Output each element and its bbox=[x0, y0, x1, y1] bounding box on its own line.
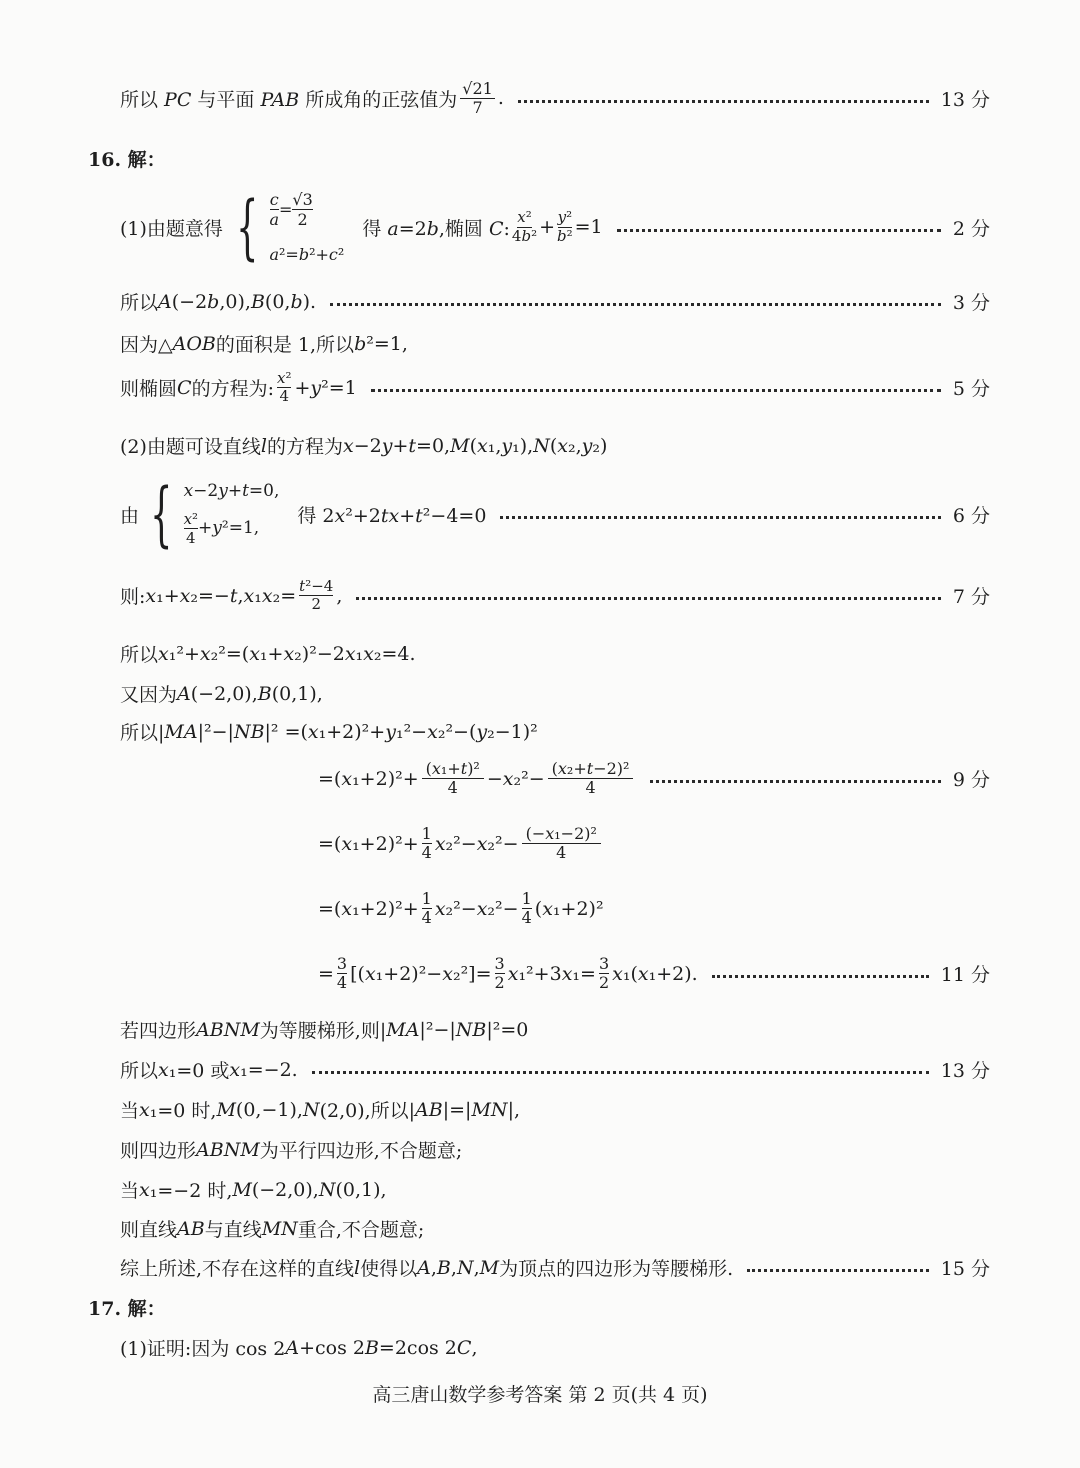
score: 13 分 bbox=[940, 88, 990, 111]
line-text: =( x ₁+2)²+ (x₁+t)² 4 − x ₂²− (x₂+t−2)² 4 bbox=[318, 760, 636, 798]
answer-line bbox=[120, 578, 990, 614]
answer-line bbox=[120, 1176, 990, 1203]
question-number: 17. 解： bbox=[88, 1298, 166, 1320]
answer-line bbox=[120, 1334, 990, 1361]
score: 9 分 bbox=[952, 769, 990, 792]
brace-icon: { bbox=[236, 186, 259, 268]
score: 15 分 bbox=[940, 1258, 990, 1280]
line-text: 若四边形 ABNM 为等腰梯形,则| MA |²−| NB |²=0 bbox=[120, 1018, 529, 1042]
answer-line bbox=[120, 370, 990, 406]
answer-line: =( x ₁+2)²+ 1 4 x ₂²− x ₂²− 1 4 ( x ₁+2)² bbox=[318, 889, 604, 928]
leader-dots bbox=[650, 780, 940, 783]
leader-dots bbox=[356, 597, 941, 600]
leader-dots bbox=[518, 100, 929, 103]
score: 11 分 bbox=[940, 964, 990, 987]
leader-dots bbox=[500, 516, 940, 519]
line-text: 综上所述,不存在这样的直线 l 使得以 A , B , N , M 为顶点的四边形为等腰梯形. bbox=[120, 1256, 734, 1280]
answer-line bbox=[120, 1215, 990, 1242]
line-text: 由 { x−2y+t=0, x² 4 + y ²=1, 得 2x²+2tx+t²−4=0 bbox=[120, 473, 487, 555]
line-text: 当 x ₁=−2 时, M (−2,0), N (0,1), bbox=[120, 1178, 387, 1202]
line-text: (1)证明:因为 cos 2 A +cos 2 B =2cos 2 C , bbox=[120, 1336, 478, 1360]
score: 3 分 bbox=[952, 292, 990, 314]
score: 5 分 bbox=[952, 378, 990, 401]
line-text: 因为△ AOB 的面积是 1,所以 b ²=1, bbox=[120, 332, 408, 356]
answer-line bbox=[120, 432, 990, 459]
answer-line bbox=[318, 955, 990, 993]
line-text: 当 x ₁=0 时, M (0,−1), N (2,0),所以| AB |=| MN |, bbox=[120, 1098, 521, 1122]
answer-line bbox=[120, 1254, 990, 1281]
answer-line bbox=[120, 1136, 990, 1163]
line-text: 则椭圆 C 的方程为: x² 4 + y ²=1 bbox=[120, 369, 357, 406]
answer-line: =( x ₁+2)²+ 1 4 x ₂²− x ₂²− (−x₁−2)² 4 bbox=[318, 825, 604, 863]
line-text: 则: x ₁+ x ₂=− t , x ₁ x ₂= t²−4 2 , bbox=[120, 577, 343, 614]
page-footer: 高三唐山数学参考答案 第 2 页(共 4 页) bbox=[372, 1384, 708, 1406]
equation-system: { x−2y+t=0, x² 4 + y ²=1, bbox=[150, 473, 280, 555]
score: 6 分 bbox=[952, 504, 990, 527]
leader-dots bbox=[371, 389, 941, 392]
score: 2 分 bbox=[952, 217, 990, 240]
answer-line bbox=[120, 288, 990, 315]
line-text: 所以 x ₁=0 或 x ₁=−2. bbox=[120, 1058, 298, 1082]
answer-line bbox=[120, 718, 990, 745]
leader-dots bbox=[312, 1071, 929, 1074]
equation-system: { c a = √3 2 a²=b²+c² bbox=[236, 186, 345, 268]
answer-line bbox=[120, 640, 990, 667]
answer-line bbox=[120, 1056, 990, 1083]
line-text: 则四边形 ABNM 为平行四边形,不合题意; bbox=[120, 1138, 463, 1162]
answer-line bbox=[120, 185, 990, 269]
brace-icon: { bbox=[150, 473, 173, 555]
line-text: (1)由题意得 { c a = √3 2 a²=b²+c² 得 a=2b,椭圆 C: x² 4b² + y² b² =1 bbox=[120, 186, 603, 268]
line-text: 所以 x ₁²+ x ₂²=( x ₁+ x ₂)²−2 x ₁ x ₂=4. bbox=[120, 642, 416, 666]
answer-line bbox=[120, 330, 990, 357]
score: 7 分 bbox=[952, 586, 990, 609]
line-text: 所以| MA |²−| NB |² =( x ₁+2)²+ y ₁²− x ₂²−( y ₂−1)² bbox=[120, 720, 538, 744]
leader-dots bbox=[712, 975, 929, 978]
leader-dots bbox=[330, 303, 941, 306]
answer-line bbox=[120, 472, 990, 556]
line-text: = 3 4 [( x ₁+2)²− x ₂²]= 3 2 x ₁²+3 x ₁= 3 2 x ₁( x ₁+2). bbox=[318, 954, 698, 993]
line-text: 所以 A (−2 b ,0), B (0, b ). bbox=[120, 290, 317, 314]
answer-line bbox=[318, 760, 990, 798]
answer-line bbox=[120, 680, 990, 707]
leader-dots bbox=[617, 229, 941, 232]
answer-line bbox=[120, 1016, 990, 1043]
score: 13 分 bbox=[940, 1060, 990, 1082]
line-text-plain: 所以 PC 与平面 PAB 所成角的正弦值为 bbox=[120, 88, 458, 111]
leader-dots bbox=[747, 1269, 929, 1272]
line-text: (2)由题可设直线 l 的方程为 x −2 y + t =0, M ( x ₁, y ₁), N ( x ₂, y ₂) bbox=[120, 434, 608, 458]
line-text: 则直线 AB 与直线 MN 重合,不合题意; bbox=[120, 1217, 425, 1241]
line-text: 又因为 A (−2,0), B (0,1), bbox=[120, 682, 323, 706]
question-number: 16. 解： bbox=[88, 149, 166, 171]
answer-line bbox=[120, 80, 990, 116]
answer-line bbox=[120, 1096, 990, 1123]
fraction: √21 7 bbox=[462, 79, 493, 117]
line-text: 所以 PC 与平面 PAB 所成角的正弦值为 √21 7 . bbox=[120, 79, 504, 117]
